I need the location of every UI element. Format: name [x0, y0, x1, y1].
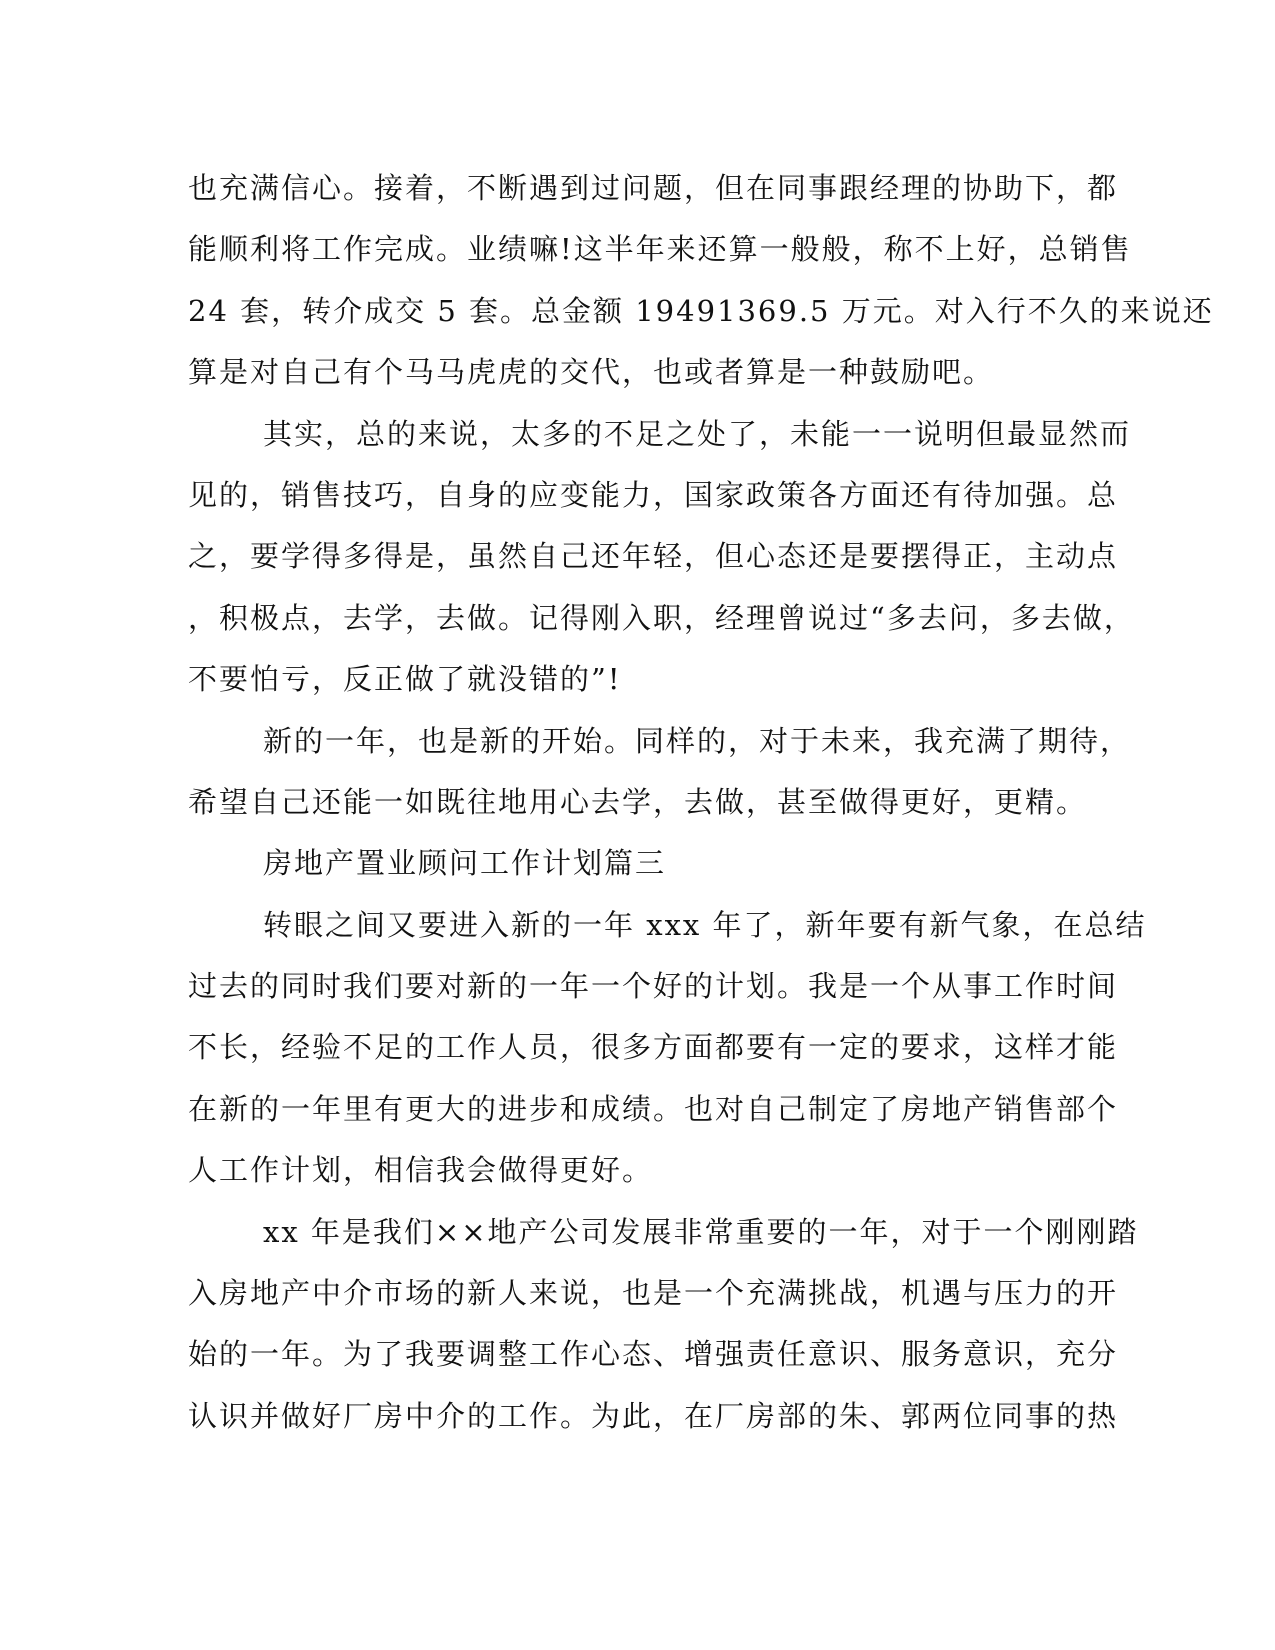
document-body: [188, 158, 1214, 1447]
text-line-16: 在新的一年里有更大的进步和成绩。也对自己制定了房地产销售部个: [188, 1091, 1119, 1126]
section-heading: 房地产置业顾问工作计划篇三: [263, 846, 667, 881]
text-line-2: 能顺利将工作完成。业绩嘛!这半年来还算一般般，称不上好，总销售: [188, 232, 1132, 267]
text-line-14: 过去的同时我们要对新的一年一个好的计划。我是一个从事工作时间: [188, 969, 1119, 1004]
text-line-17: 人工作计划，相信我会做得更好。: [188, 1153, 654, 1188]
text-line-4: 算是对自己有个马马虎虎的交代，也或者算是一种鼓励吧。: [188, 355, 995, 390]
text-line-3: 24 套，转介成交 5 套。总金额 19491369.5 万元。对入行不久的来说还: [188, 293, 1214, 328]
text-line-5: 其实，总的来说，太多的不足之处了，未能一一说明但最显然而: [263, 416, 1132, 451]
text-line-21: 认识并做好厂房中介的工作。为此，在厂房部的朱、郭两位同事的热: [188, 1398, 1119, 1433]
text-line-20: 始的一年。为了我要调整工作心态、增强责任意识、服务意识，充分: [188, 1337, 1119, 1372]
text-line-15: 不长，经验不足的工作人员，很多方面都要有一定的要求，这样才能: [188, 1030, 1119, 1065]
text-line-8: ，积极点，去学，去做。记得刚入职，经理曾说过“多去问，多去做，: [188, 600, 1135, 635]
text-line-10: 新的一年，也是新的开始。同样的，对于未来，我充满了期待，: [263, 723, 1132, 758]
text-line-13: 转眼之间又要进入新的一年 xxx 年了，新年要有新气象，在总结: [263, 907, 1147, 942]
text-line-18: xx 年是我们××地产公司发展非常重要的一年，对于一个刚刚踏: [263, 1214, 1139, 1249]
text-line-19: 入房地产中介市场的新人来说，也是一个充满挑战，机遇与压力的开: [188, 1276, 1119, 1311]
text-line-9: 不要怕亏，反正做了就没错的”!: [188, 662, 622, 697]
text-line-6: 见的，销售技巧，自身的应变能力，国家政策各方面还有待加强。总: [188, 477, 1119, 512]
text-line-7: 之，要学得多得是，虽然自己还年轻，但心态还是要摆得正，主动点: [188, 539, 1119, 574]
text-line-1: 也充满信心。接着，不断遇到过问题，但在同事跟经理的协助下，都: [188, 171, 1119, 205]
text-line-11: 希望自己还能一如既往地用心去学，去做，甚至做得更好，更精。: [188, 784, 1088, 819]
